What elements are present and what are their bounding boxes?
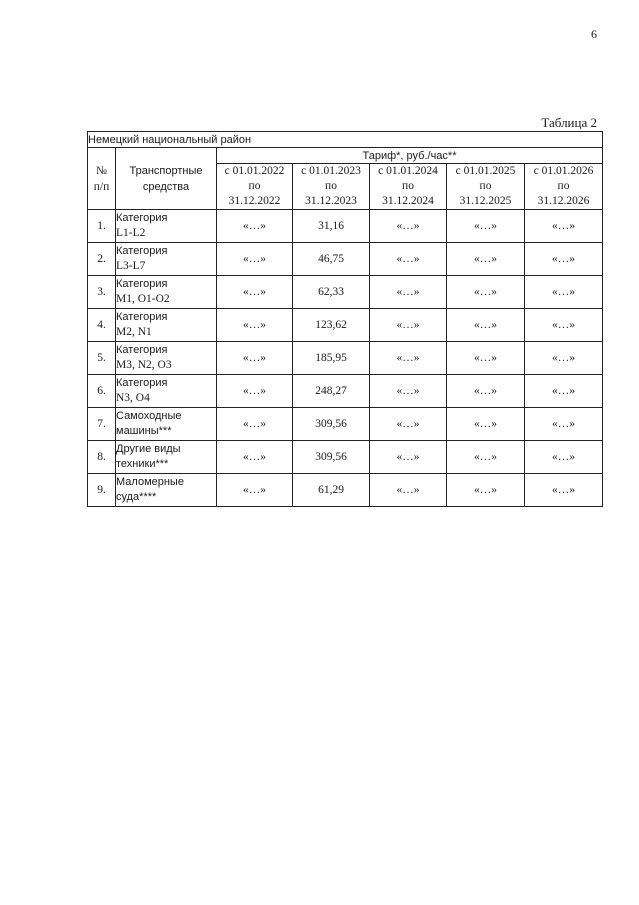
- period-from: с 01.01.2026: [533, 165, 594, 177]
- vehicle-line2: M1, O1-O2: [116, 293, 170, 305]
- table-row: [88, 210, 603, 243]
- row-number: 7.: [88, 408, 116, 441]
- vehicle-line1: Категория: [116, 344, 168, 356]
- row-number: 6.: [88, 375, 116, 408]
- vehicle-line1: Категория: [116, 377, 168, 389]
- tariff-cell: «…»: [447, 210, 525, 243]
- row-number: 8.: [88, 441, 116, 474]
- row-number: 5.: [88, 342, 116, 375]
- tariff-cell: «…»: [217, 441, 293, 474]
- vehicle-line2: техники***: [116, 458, 169, 470]
- vehicle-type: [116, 342, 217, 375]
- header-row-tariff: [88, 148, 603, 164]
- tariff-cell: 309,56: [293, 408, 370, 441]
- tariff-cell: «…»: [370, 276, 447, 309]
- period-to-label: по: [557, 180, 570, 192]
- header-number-line2: п/п: [93, 180, 110, 193]
- tariff-cell: «…»: [370, 375, 447, 408]
- tariff-cell: «…»: [217, 276, 293, 309]
- vehicle-type: [116, 243, 217, 276]
- period-header: [293, 164, 370, 210]
- period-from: с 01.01.2023: [301, 165, 361, 177]
- header-vehicle-line2: средства: [142, 180, 190, 193]
- table-row: [88, 276, 603, 309]
- vehicle-type: [116, 375, 217, 408]
- vehicle-type: [116, 408, 217, 441]
- district-row: [88, 132, 603, 148]
- tariff-table: [87, 131, 603, 507]
- tariff-cell: 123,62: [293, 309, 370, 342]
- period-to: 31.12.2024: [382, 195, 434, 207]
- tariff-cell: 31,16: [293, 210, 370, 243]
- vehicle-type: [116, 474, 217, 507]
- tariff-cell: «…»: [525, 243, 603, 276]
- tariff-cell: «…»: [370, 309, 447, 342]
- tariff-cell: 185,95: [293, 342, 370, 375]
- vehicle-line1: Другие виды: [116, 443, 181, 455]
- row-number: 1.: [88, 210, 116, 243]
- tariff-cell: «…»: [370, 474, 447, 507]
- vehicle-type: [116, 276, 217, 309]
- period-header: [447, 164, 525, 210]
- vehicle-line2: машины***: [116, 425, 172, 437]
- district-name: Немецкий национальный район: [88, 132, 603, 148]
- vehicle-line2: L3-L7: [116, 260, 146, 272]
- tariff-cell: «…»: [525, 210, 603, 243]
- header-tariff: Тариф*, руб./час**: [217, 148, 603, 164]
- header-number: [88, 148, 116, 210]
- period-header: [370, 164, 447, 210]
- vehicle-line1: Категория: [116, 278, 168, 290]
- tariff-cell: 62,33: [293, 276, 370, 309]
- tariff-cell: «…»: [217, 342, 293, 375]
- tariff-cell: «…»: [447, 441, 525, 474]
- tariff-cell: «…»: [217, 408, 293, 441]
- vehicle-line1: Категория: [116, 311, 168, 323]
- period-to-label: по: [325, 180, 337, 192]
- vehicle-line2: N3, O4: [116, 392, 150, 404]
- tariff-cell: «…»: [525, 441, 603, 474]
- vehicle-line1: Самоходные: [116, 410, 182, 422]
- period-to-label: по: [402, 180, 414, 192]
- header-vehicle-line1: Транспортные: [129, 164, 203, 177]
- row-number: 9.: [88, 474, 116, 507]
- table-row: [88, 375, 603, 408]
- tariff-cell: «…»: [447, 375, 525, 408]
- table-row: [88, 408, 603, 441]
- vehicle-line1: Категория: [116, 212, 168, 224]
- tariff-cell: «…»: [525, 309, 603, 342]
- table-row: [88, 243, 603, 276]
- tariff-cell: «…»: [525, 342, 603, 375]
- period-to-label: по: [479, 180, 492, 192]
- tariff-cell: «…»: [217, 309, 293, 342]
- vehicle-line2: суда****: [116, 491, 157, 503]
- tariff-cell: «…»: [447, 408, 525, 441]
- header-vehicle: [116, 148, 217, 210]
- tariff-cell: «…»: [525, 375, 603, 408]
- period-to: 31.12.2025: [459, 195, 512, 207]
- tariff-cell: 248,27: [293, 375, 370, 408]
- vehicle-line1: Категория: [116, 245, 168, 257]
- header-number-line1: №: [96, 164, 107, 177]
- tariff-cell: «…»: [447, 474, 525, 507]
- row-number: 2.: [88, 243, 116, 276]
- period-to-label: по: [248, 180, 261, 192]
- row-number: 3.: [88, 276, 116, 309]
- tariff-cell: «…»: [370, 243, 447, 276]
- period-to: 31.12.2022: [228, 195, 281, 207]
- page-number: 6: [591, 27, 597, 41]
- tariff-cell: «…»: [447, 342, 525, 375]
- tariff-cell: «…»: [217, 375, 293, 408]
- period-header: [525, 164, 603, 210]
- tariff-cell: 309,56: [293, 441, 370, 474]
- tariff-cell: «…»: [525, 474, 603, 507]
- period-to: 31.12.2023: [305, 195, 357, 207]
- vehicle-line2: M3, N2, O3: [116, 359, 172, 371]
- tariff-cell: «…»: [447, 276, 525, 309]
- tariff-cell: «…»: [217, 243, 293, 276]
- tariff-cell: «…»: [217, 210, 293, 243]
- period-from: с 01.01.2022: [224, 165, 285, 177]
- period-to: 31.12.2026: [537, 195, 590, 207]
- row-number: 4.: [88, 309, 116, 342]
- vehicle-line1: Маломерные: [116, 476, 184, 488]
- table-row: [88, 441, 603, 474]
- vehicle-type: [116, 309, 217, 342]
- tariff-cell: «…»: [447, 309, 525, 342]
- table-caption: Таблица 2: [541, 115, 597, 130]
- tariff-cell: «…»: [447, 243, 525, 276]
- vehicle-line2: L1-L2: [116, 227, 146, 239]
- tariff-cell: 61,29: [293, 474, 370, 507]
- table-row: [88, 309, 603, 342]
- tariff-cell: «…»: [370, 342, 447, 375]
- tariff-cell: «…»: [370, 441, 447, 474]
- tariff-cell: «…»: [370, 210, 447, 243]
- tariff-cell: «…»: [217, 474, 293, 507]
- table-row: [88, 342, 603, 375]
- period-header: [217, 164, 293, 210]
- vehicle-type: [116, 210, 217, 243]
- tariff-cell: «…»: [525, 408, 603, 441]
- tariff-cell: «…»: [525, 276, 603, 309]
- period-from: с 01.01.2024: [378, 165, 438, 177]
- table-row: [88, 474, 603, 507]
- vehicle-type: [116, 441, 217, 474]
- tariff-cell: 46,75: [293, 243, 370, 276]
- period-from: с 01.01.2025: [455, 165, 516, 177]
- vehicle-line2: M2, N1: [116, 326, 152, 338]
- tariff-cell: «…»: [370, 408, 447, 441]
